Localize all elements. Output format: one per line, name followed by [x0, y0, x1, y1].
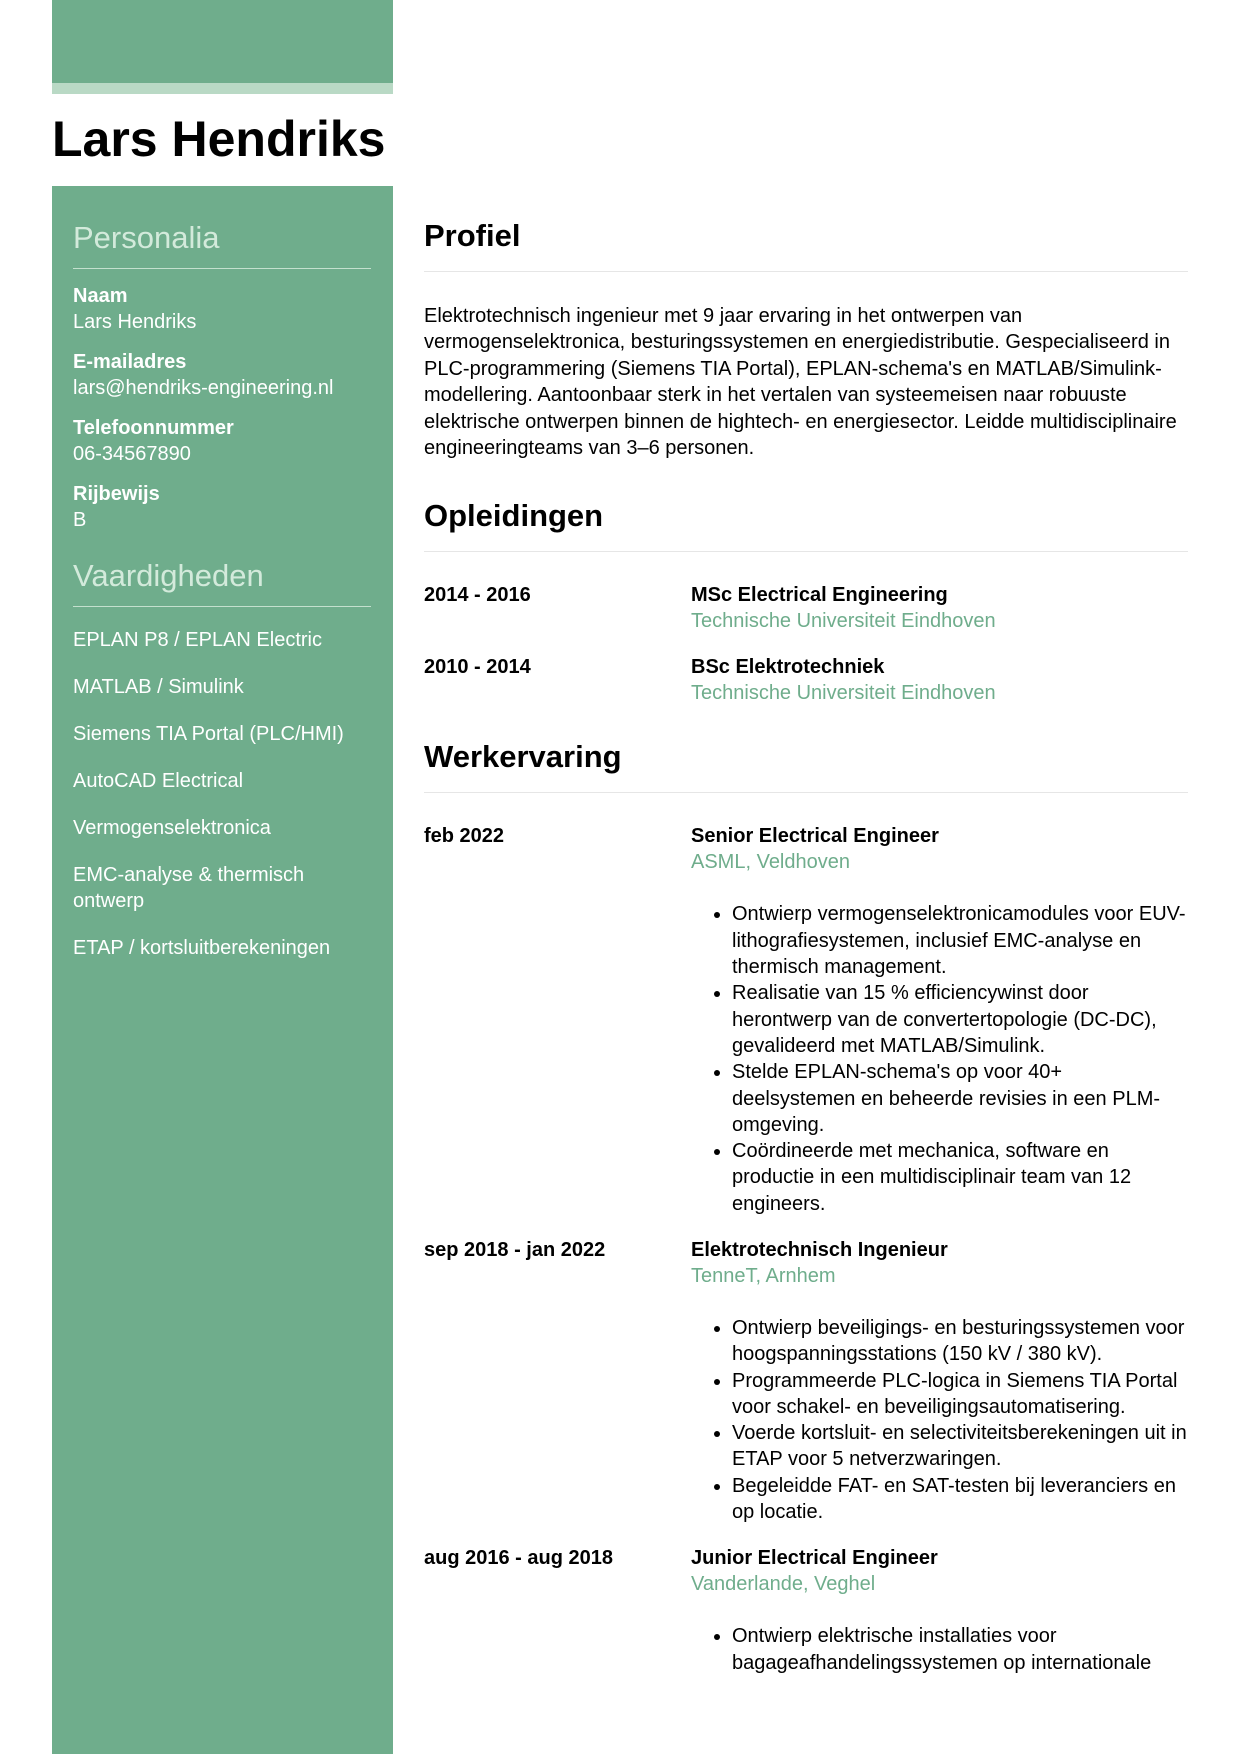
personalia-item-email [73, 349, 371, 401]
personalia-value: Lars Hendriks [73, 311, 197, 333]
entry-bullets [691, 901, 1188, 1217]
entry-title: MSc Electrical Engineering [691, 584, 948, 607]
entry-organization: Technische Universiteit Eindhoven [691, 610, 996, 633]
skill-item: AutoCAD Electrical [73, 770, 244, 792]
profile-section [424, 213, 1188, 461]
entry-date: 2014 - 2016 [424, 584, 531, 607]
entry-title: Junior Electrical Engineer [691, 1547, 938, 1570]
personalia-value: B [73, 509, 87, 531]
education-entry [424, 654, 1188, 706]
bullet-item: • Ontwierp vermogenselektronicamodules voor EUV-lithografiesystemen, inclusief EMC-analyse en thermisch management. [732, 901, 1188, 980]
main-content [424, 213, 1188, 1696]
header-color-band [52, 0, 393, 83]
entry-organization: Vanderlande, Veghel [691, 1573, 876, 1596]
email-value[interactable]: lars@hendriks-engineering.nl [73, 377, 334, 399]
section-divider [424, 271, 1188, 272]
bullet-item: • Coördineerde met mechanica, software en productie in een multidisciplinair team van 12 engineers. [732, 1138, 1188, 1217]
skill-item: EPLAN P8 / EPLAN Electric [73, 629, 322, 651]
personalia-item-phone [73, 415, 371, 467]
entry-bullets [691, 1315, 1188, 1525]
skills-divider [73, 606, 371, 607]
entry-organization: Technische Universiteit Eindhoven [691, 682, 996, 705]
personalia-heading: Personalia [73, 220, 220, 255]
skill-item: EMC-analyse & thermisch ontwerp [73, 864, 305, 912]
personalia-list [73, 283, 371, 533]
bullet-item: • Ontwierp elektrische installaties voor bagageafhandelingssystemen op internationale [732, 1623, 1188, 1676]
personalia-item-name [73, 283, 371, 335]
bullet-item: • Begeleidde FAT- en SAT-testen bij leveranciers en op locatie. [732, 1473, 1188, 1526]
skills-list [73, 627, 371, 961]
education-section [424, 493, 1188, 706]
section-divider [424, 792, 1188, 793]
bullet-item: • Voerde kortsluit- en selectiviteitsberekeningen uit in ETAP voor 5 netverzwaringen. [732, 1420, 1188, 1473]
entry-title: BSc Elektrotechniek [691, 656, 885, 679]
header-accent-stripe [52, 83, 393, 94]
entry-title: Senior Electrical Engineer [691, 825, 939, 848]
skill-item: Vermogenselektronica [73, 817, 271, 839]
entry-date: 2010 - 2014 [424, 656, 531, 679]
education-heading: Opleidingen [424, 498, 604, 534]
entry-date: aug 2016 - aug 2018 [424, 1547, 613, 1570]
skill-item: Siemens TIA Portal (PLC/HMI) [73, 723, 344, 745]
entry-organization: TenneT, Arnhem [691, 1265, 836, 1287]
personalia-label: Naam [73, 285, 128, 307]
profile-text: Elektrotechnisch ingenieur met 9 jaar ervaring in het ontwerpen van vermogenselektronica, besturingssystemen en energiedistributie. Gespecialiseerd in PLC-programmering (Siemens TIA Portal), EPLAN-schema's en MATLAB/Simulink-modellering. Aantoonbaar sterk in het vertalen van systeemeisen naar robuuste elektrische ontwerpen binnen de hightech- en energiesector. Leidde multidisciplinaire engineeringteams van 3–6 personen. [424, 305, 1177, 460]
education-entry [424, 582, 1188, 634]
experience-heading: Werkervaring [424, 739, 622, 775]
candidate-name: Lars Hendriks [52, 111, 386, 167]
experience-entry [424, 823, 1188, 1217]
experience-section [424, 734, 1188, 1676]
personalia-item-license [73, 481, 371, 533]
bullet-item: • Ontwierp beveiligings- en besturingssystemen voor hoogspanningsstations (150 kV / 380 kV). [732, 1315, 1188, 1368]
entry-organization: ASML, Veldhoven [691, 851, 850, 874]
bullet-item: • Programmeerde PLC-logica in Siemens TIA Portal voor schakel- en beveiligingsautomatisering. [732, 1368, 1188, 1421]
bullet-item: • Realisatie van 15 % efficiencywinst door herontwerp van de convertertopologie (DC-DC), gevalideerd met MATLAB/Simulink. [732, 980, 1188, 1059]
profile-heading: Profiel [424, 218, 521, 253]
experience-entry [424, 1237, 1188, 1525]
sidebar [52, 186, 393, 1754]
experience-entry [424, 1545, 1188, 1676]
entry-title: Elektrotechnisch Ingenieur [691, 1239, 948, 1261]
bullet-item: • Stelde EPLAN-schema's op voor 40+ deelsystemen en beheerde revisies in een PLM-omgeving. [732, 1059, 1188, 1138]
skills-heading: Vaardigheden [73, 558, 264, 593]
entry-bullets [691, 1623, 1188, 1676]
section-divider [424, 551, 1188, 552]
phone-value: 06-34567890 [73, 443, 191, 465]
personalia-label: E-mailadres [73, 351, 187, 373]
personalia-label: Telefoonnummer [73, 417, 234, 439]
entry-date: feb 2022 [424, 825, 505, 848]
personalia-label: Rijbewijs [73, 483, 160, 505]
skill-item: MATLAB / Simulink [73, 676, 244, 698]
entry-date: sep 2018 - jan 2022 [424, 1239, 606, 1261]
skill-item: ETAP / kortsluitberekeningen [73, 937, 331, 959]
personalia-divider [73, 268, 371, 269]
